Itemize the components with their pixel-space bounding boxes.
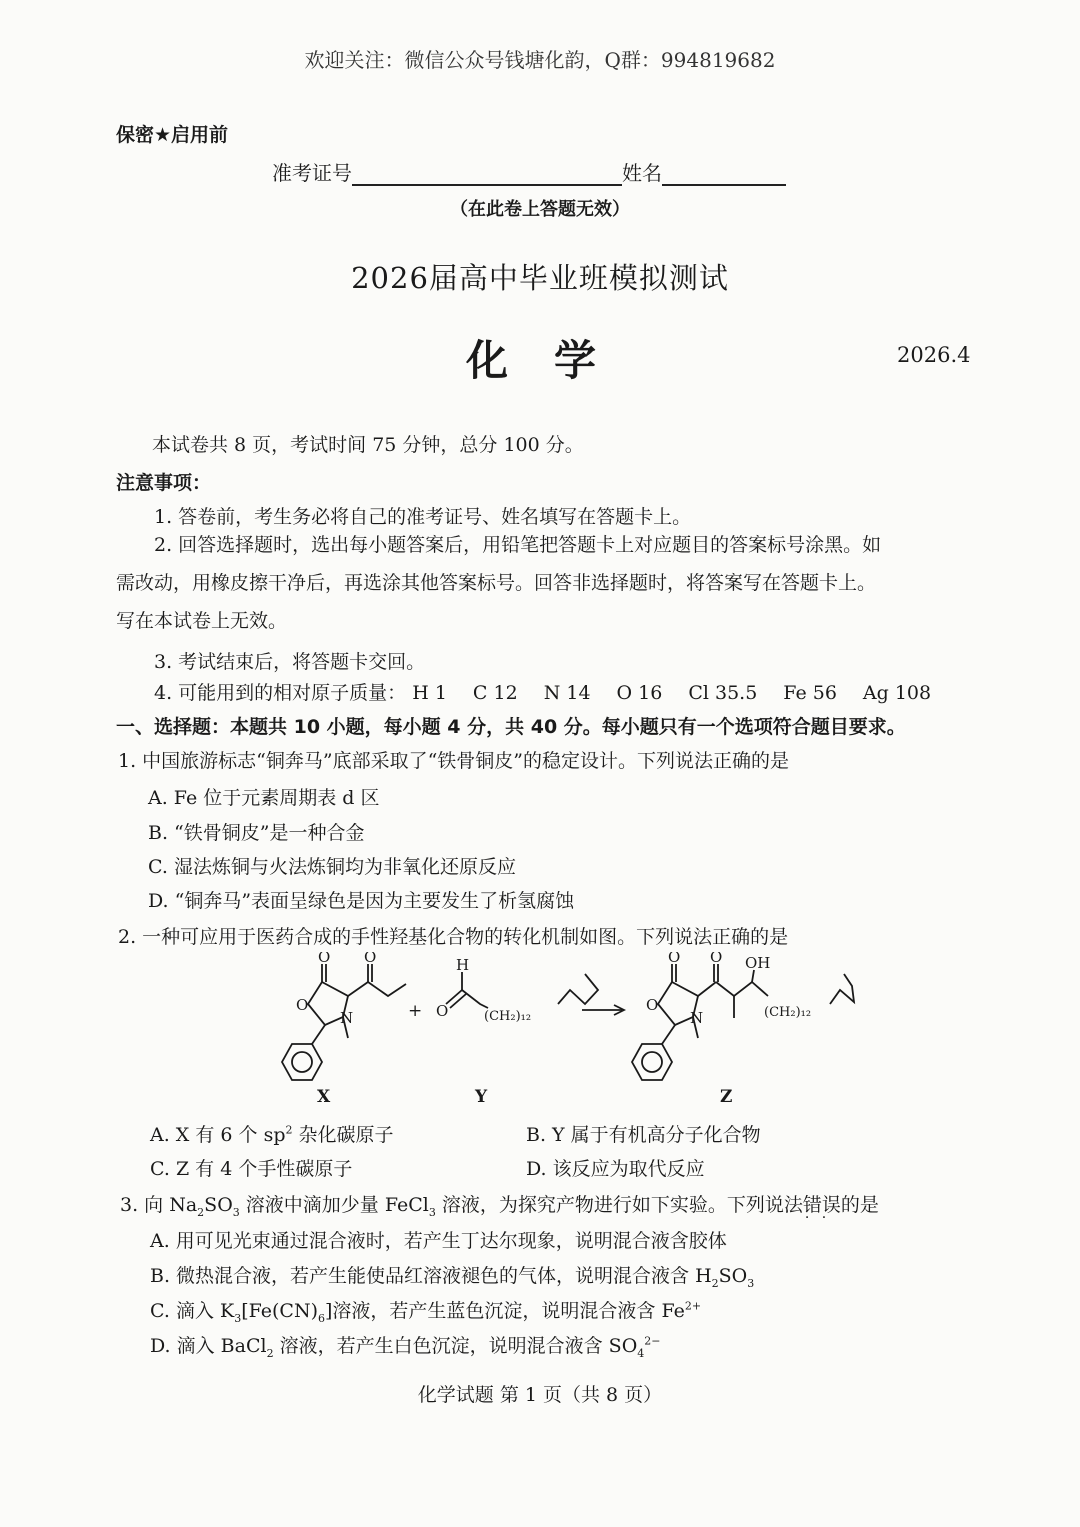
watermark-text: 欢迎关注：微信公众号钱塘化韵，Q群：994819682 <box>304 48 776 72</box>
z-benzene-ring <box>632 1044 672 1080</box>
notice-item-2 <box>116 526 881 640</box>
y-aldehyde-h: H <box>456 956 470 974</box>
notice-item-2-line-2: 需改动，用橡皮擦干净后，再选涂其他答案标号。回答非选择题时，将答案写在答题卡上。 <box>116 572 877 594</box>
q3-option-d <box>150 1331 661 1358</box>
q3-option-b-sub-3: 3 <box>747 1276 755 1290</box>
name-blank <box>662 160 786 186</box>
id-name-line <box>272 157 786 186</box>
y-carbonyl-bond-2 <box>450 994 466 1008</box>
notice-title: 注意事项： <box>116 472 212 494</box>
q3-stem-part-d: 溶液，为探究产物进行如下实验。下列说法 <box>435 1194 803 1216</box>
q1-stem: 1. 中国旅游标志“铜奔马”底部采取了“铁骨铜皮”的稳定设计。下列说法正确的是 <box>118 750 790 772</box>
atomic-mass-h: H 1 <box>412 682 447 704</box>
q3-option-c-post: ]溶液，若产生蓝色沉淀，说明混合液含 Fe <box>324 1300 685 1322</box>
q3-stem-part-e: 的是 <box>840 1194 879 1216</box>
q2-option-b: B. Y 属于有机高分子化合物 <box>526 1124 761 1146</box>
x-acyl-o: O <box>364 952 377 966</box>
q1-option-c: C. 湿法炼铜与火法炼铜均为非氧化还原反应 <box>148 856 516 878</box>
atomic-mass-label: 4. 可能用到的相对原子质量： <box>154 682 407 704</box>
q3-stem-part-a: 3. 向 Na <box>120 1194 198 1216</box>
z-isobutyl-end <box>830 974 854 1004</box>
x-benzene-circle <box>292 1052 312 1072</box>
q1-option-b: B. “铁骨铜皮”是一种合金 <box>148 822 365 844</box>
q3-stem-sub-2: 2 <box>197 1205 205 1219</box>
x-benzene-ring <box>282 1044 322 1080</box>
id-label: 准考证号 <box>272 161 352 185</box>
z-hydroxyl-label: OH <box>745 954 771 972</box>
q3-option-c-sup: 2+ <box>684 1299 702 1313</box>
z-chain-label: (CH₂)₁₂ <box>764 1005 812 1020</box>
z-ring-n: N <box>690 1009 704 1027</box>
q2-stem: 2. 一种可应用于医药合成的手性羟基化合物的转化机制如图。下列说法正确的是 <box>118 926 789 948</box>
label-z: Z <box>720 1087 733 1107</box>
exam-title: 2026届高中毕业班模拟测试 <box>351 261 729 295</box>
id-blank <box>352 160 622 186</box>
q3-stem <box>120 1190 879 1217</box>
q3-option-c-pre: C. 滴入 K <box>150 1300 235 1322</box>
q3-option-d-post: 溶液，若产生白色沉淀，说明混合液含 SO <box>273 1335 638 1357</box>
confidential-label: 保密★启用前 <box>116 124 229 146</box>
atomic-mass-list <box>412 682 931 704</box>
q2-option-d: D. 该反应为取代反应 <box>526 1158 705 1180</box>
compound-z-structure <box>632 964 854 1080</box>
x-ethyl-chain <box>368 982 406 996</box>
z-ring-o: O <box>646 996 659 1014</box>
y-chain-start <box>462 990 488 1008</box>
q3-option-c-sub-3: 3 <box>234 1311 242 1325</box>
q2-option-a-post: 杂化碳原子 <box>292 1124 394 1146</box>
x-ring-o: O <box>296 996 309 1014</box>
label-x: X <box>317 1087 331 1107</box>
x-carbonyl-o: O <box>318 952 331 966</box>
q2-option-a-pre: A. X 有 6 个 sp <box>150 1124 286 1146</box>
q3-stem-sub-3b: 3 <box>428 1205 436 1219</box>
atomic-mass-cl: Cl 35.5 <box>688 682 758 704</box>
q3-option-b <box>150 1261 754 1288</box>
y-carbonyl-bond <box>446 990 462 1004</box>
intro-text: 本试卷共 8 页，考试时间 75 分钟，总分 100 分。 <box>152 434 584 456</box>
q3-option-d-sub-2: 2 <box>266 1346 274 1360</box>
notice-item-2-line-3: 写在本试卷上无效。 <box>116 610 288 632</box>
q3-stem-part-b: SO <box>204 1194 233 1216</box>
invalid-note: （在此卷上答题无效） <box>450 199 630 220</box>
z-acyl-bond <box>698 982 716 996</box>
z-phenyl-bond <box>662 1025 675 1044</box>
q3-option-a: A. 用可见光束通过混合液时，若产生丁达尔现象，说明混合液含胶体 <box>150 1230 727 1252</box>
atomic-mass-fe: Fe 56 <box>783 682 837 704</box>
name-label: 姓名 <box>622 161 662 185</box>
q3-stem-emphasis: 错误 · · <box>803 1194 841 1216</box>
notice-item-3: 3. 考试结束后，将答题卡交回。 <box>154 651 426 673</box>
compound-y-structure <box>446 972 598 1008</box>
q1-option-d: D. “铜奔马”表面呈绿色是因为主要发生了析氢腐蚀 <box>148 890 575 912</box>
section-1-heading: 一、选择题：本题共 10 小题，每小题 4 分，共 40 分。每小题只有一个选项符合题目要求。 <box>116 716 906 738</box>
y-aldehyde-o: O <box>436 1002 449 1020</box>
exam-date: 2026.4 <box>897 343 971 367</box>
atomic-mass-n: N 14 <box>543 682 591 704</box>
q3-option-c <box>150 1296 701 1323</box>
q1-option-a: A. Fe 位于元素周期表 d 区 <box>148 787 380 809</box>
z-benzene-circle <box>642 1052 662 1072</box>
q3-option-c-mid: [Fe(CN) <box>241 1300 318 1322</box>
label-y: Y <box>475 1087 488 1107</box>
z-carbonyl-o: O <box>668 952 681 966</box>
q3-option-b-pre: B. 微热混合液，若产生能使品红溶液褪色的气体，说明混合液含 H <box>150 1265 712 1287</box>
q2-reaction-diagram <box>240 952 860 1112</box>
q3-option-c-sub-6: 6 <box>317 1311 325 1325</box>
q3-option-d-pre: D. 滴入 BaCl <box>150 1335 267 1357</box>
q3-option-d-sub-4: 4 <box>637 1346 645 1360</box>
q3-option-b-sub-2: 2 <box>711 1276 719 1290</box>
q2-option-a <box>150 1120 394 1147</box>
plus-sign: + <box>408 1001 423 1021</box>
q3-option-b-mid: SO <box>718 1265 748 1287</box>
q3-stem-sub-3: 3 <box>232 1205 240 1219</box>
notice-item-2-line-1: 2. 回答选择题时，选出每小题答案后，用铅笔把答题卡上对应题目的答案标号涂黑。如 <box>154 534 882 556</box>
q3-stem-part-c: 溶液中滴加少量 FeCl <box>239 1194 429 1216</box>
atomic-mass-o: O 16 <box>616 682 663 704</box>
z-acyl-o: O <box>710 952 723 966</box>
atomic-mass-ag: Ag 108 <box>862 682 932 704</box>
page-footer: 化学试题 第 1 页（共 8 页） <box>417 1384 663 1406</box>
atomic-mass-c: C 12 <box>472 682 518 704</box>
notice-item-1: 1. 答卷前，考生务必将自己的准考证号、姓名填写在答题卡上。 <box>154 506 692 528</box>
x-ring-n: N <box>340 1009 354 1027</box>
y-isobutyl-end <box>558 974 598 1004</box>
x-phenyl-bond <box>312 1025 325 1044</box>
subject-title: 化学 <box>466 336 643 385</box>
q3-option-d-sup: 2− <box>644 1334 661 1348</box>
notice-item-4 <box>154 678 931 705</box>
z-backbone <box>716 982 768 996</box>
x-acyl-bond <box>348 982 368 996</box>
q2-option-c: C. Z 有 4 个手性碳原子 <box>150 1158 353 1180</box>
q2-option-a-sup: 2 <box>285 1123 293 1137</box>
y-chain-label: (CH₂)₁₂ <box>484 1009 532 1024</box>
